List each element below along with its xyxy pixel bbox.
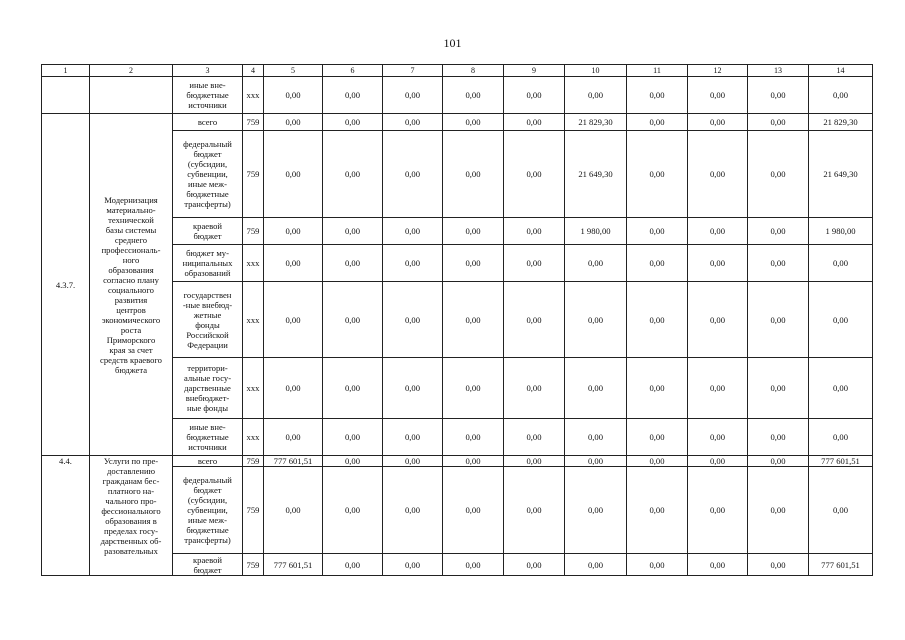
funding-source: иные вне- бюджетные источники: [173, 419, 243, 456]
budget-code: xxx: [243, 419, 264, 456]
amount-cell: 1 980,00: [809, 218, 873, 245]
amount-cell: 0,00: [627, 114, 688, 131]
budget-table: [41, 64, 873, 576]
amount-cell: 0,00: [323, 419, 383, 456]
amount-cell: 0,00: [264, 218, 323, 245]
amount-cell: 0,00: [504, 282, 565, 358]
amount-cell: 0,00: [565, 419, 627, 456]
amount-cell: 0,00: [504, 114, 565, 131]
column-number-row: [42, 65, 873, 77]
measure-code: 4.4.: [42, 456, 90, 576]
amount-cell: 0,00: [504, 467, 565, 554]
amount-cell: 21 649,30: [809, 131, 873, 218]
column-number: 11: [627, 65, 688, 77]
amount-cell: 0,00: [809, 77, 873, 114]
budget-code: xxx: [243, 245, 264, 282]
amount-cell: 0,00: [748, 114, 809, 131]
amount-cell: 0,00: [565, 245, 627, 282]
amount-cell: 777 601,51: [264, 456, 323, 467]
column-number: 2: [90, 65, 173, 77]
funding-source: федеральный бюджет (субсидии, субвенции, иные меж- бюджетные трансферты): [173, 131, 243, 218]
amount-cell: 0,00: [627, 358, 688, 419]
amount-cell: 0,00: [443, 358, 504, 419]
amount-cell: 0,00: [748, 554, 809, 576]
amount-cell: 777 601,51: [809, 554, 873, 576]
amount-cell: 0,00: [383, 456, 443, 467]
amount-cell: 0,00: [809, 467, 873, 554]
amount-cell: 0,00: [627, 245, 688, 282]
amount-cell: 0,00: [383, 282, 443, 358]
column-number: 7: [383, 65, 443, 77]
amount-cell: 777 601,51: [809, 456, 873, 467]
budget-code: 759: [243, 467, 264, 554]
amount-cell: 0,00: [264, 77, 323, 114]
column-number: 6: [323, 65, 383, 77]
amount-cell: 0,00: [504, 554, 565, 576]
budget-code: xxx: [243, 358, 264, 419]
amount-cell: 0,00: [323, 282, 383, 358]
amount-cell: 0,00: [565, 467, 627, 554]
amount-cell: 0,00: [443, 114, 504, 131]
amount-cell: 0,00: [809, 245, 873, 282]
measure-code: 4.3.7.: [42, 114, 90, 456]
amount-cell: 0,00: [565, 77, 627, 114]
amount-cell: 0,00: [627, 467, 688, 554]
funding-source: всего: [173, 456, 243, 467]
amount-cell: 0,00: [688, 245, 748, 282]
amount-cell: 0,00: [443, 282, 504, 358]
amount-cell: 0,00: [504, 77, 565, 114]
amount-cell: 0,00: [323, 358, 383, 419]
column-number: 5: [264, 65, 323, 77]
amount-cell: 0,00: [688, 419, 748, 456]
amount-cell: 0,00: [809, 419, 873, 456]
amount-cell: 0,00: [383, 131, 443, 218]
amount-cell: 0,00: [323, 218, 383, 245]
funding-source: федеральный бюджет (субсидии, субвенции, иные меж- бюджетные трансферты): [173, 467, 243, 554]
amount-cell: 0,00: [323, 77, 383, 114]
amount-cell: 0,00: [565, 358, 627, 419]
measure-name: Модернизация материально- технической базы системы среднего профессиональ- ного образования согласно плану социального развития центров экономического роста Приморского края за счет средств краевого бюджета: [90, 114, 173, 456]
amount-cell: 0,00: [383, 114, 443, 131]
table-row: [42, 456, 873, 467]
amount-cell: 0,00: [504, 419, 565, 456]
amount-cell: 21 829,30: [565, 114, 627, 131]
amount-cell: 0,00: [443, 456, 504, 467]
amount-cell: 0,00: [504, 131, 565, 218]
amount-cell: 21 649,30: [565, 131, 627, 218]
amount-cell: 0,00: [383, 554, 443, 576]
amount-cell: 0,00: [504, 218, 565, 245]
amount-cell: 0,00: [264, 419, 323, 456]
amount-cell: 0,00: [323, 131, 383, 218]
funding-source: государствен -ные внебюд- жетные фонды Российской Федерации: [173, 282, 243, 358]
budget-code: xxx: [243, 77, 264, 114]
amount-cell: 0,00: [323, 467, 383, 554]
amount-cell: 0,00: [627, 282, 688, 358]
amount-cell: 0,00: [383, 245, 443, 282]
row-name-empty: [90, 77, 173, 114]
amount-cell: 0,00: [688, 282, 748, 358]
funding-source: краевой бюджет: [173, 554, 243, 576]
amount-cell: 0,00: [383, 467, 443, 554]
amount-cell: 0,00: [323, 554, 383, 576]
amount-cell: 0,00: [748, 131, 809, 218]
amount-cell: 0,00: [688, 77, 748, 114]
amount-cell: 0,00: [748, 419, 809, 456]
funding-source: иные вне- бюджетные источники: [173, 77, 243, 114]
amount-cell: 0,00: [264, 467, 323, 554]
amount-cell: 0,00: [504, 245, 565, 282]
amount-cell: 0,00: [565, 554, 627, 576]
amount-cell: 0,00: [504, 358, 565, 419]
budget-code: 759: [243, 554, 264, 576]
amount-cell: 0,00: [383, 77, 443, 114]
amount-cell: 0,00: [627, 218, 688, 245]
table-row: [42, 77, 873, 114]
funding-source: территори- альные госу- дарственные внебюджет- ные фонды: [173, 358, 243, 419]
measure-name: Услуги по пре- доставлению гражданам бес- платного на- чального про- фессионального образования в пределах госу- дарственных об- разовательных: [90, 456, 173, 576]
column-number: 13: [748, 65, 809, 77]
amount-cell: 0,00: [688, 131, 748, 218]
column-number: 3: [173, 65, 243, 77]
amount-cell: 0,00: [627, 77, 688, 114]
amount-cell: 0,00: [748, 467, 809, 554]
amount-cell: 0,00: [443, 419, 504, 456]
amount-cell: 0,00: [627, 554, 688, 576]
amount-cell: 0,00: [443, 131, 504, 218]
amount-cell: 0,00: [748, 218, 809, 245]
amount-cell: 0,00: [443, 77, 504, 114]
amount-cell: 0,00: [688, 358, 748, 419]
column-number: 1: [42, 65, 90, 77]
amount-cell: 0,00: [383, 419, 443, 456]
amount-cell: 0,00: [627, 131, 688, 218]
column-number: 14: [809, 65, 873, 77]
amount-cell: 0,00: [323, 456, 383, 467]
amount-cell: 0,00: [809, 282, 873, 358]
amount-cell: 0,00: [688, 456, 748, 467]
amount-cell: 0,00: [748, 358, 809, 419]
amount-cell: 0,00: [627, 456, 688, 467]
column-number: 4: [243, 65, 264, 77]
amount-cell: 21 829,30: [809, 114, 873, 131]
amount-cell: 0,00: [443, 218, 504, 245]
amount-cell: 0,00: [443, 554, 504, 576]
amount-cell: 0,00: [323, 114, 383, 131]
amount-cell: 0,00: [748, 456, 809, 467]
amount-cell: 0,00: [264, 358, 323, 419]
column-number: 10: [565, 65, 627, 77]
amount-cell: 0,00: [748, 245, 809, 282]
funding-source: краевой бюджет: [173, 218, 243, 245]
budget-code: 759: [243, 218, 264, 245]
amount-cell: 0,00: [443, 467, 504, 554]
amount-cell: 0,00: [264, 245, 323, 282]
funding-source: всего: [173, 114, 243, 131]
budget-code: 759: [243, 131, 264, 218]
amount-cell: 0,00: [809, 358, 873, 419]
amount-cell: 0,00: [264, 282, 323, 358]
amount-cell: 0,00: [748, 77, 809, 114]
amount-cell: 0,00: [383, 358, 443, 419]
amount-cell: 777 601,51: [264, 554, 323, 576]
budget-code: xxx: [243, 282, 264, 358]
column-number: 12: [688, 65, 748, 77]
budget-code: 759: [243, 114, 264, 131]
amount-cell: 0,00: [565, 456, 627, 467]
column-number: 9: [504, 65, 565, 77]
table-row: [42, 114, 873, 131]
amount-cell: 0,00: [264, 131, 323, 218]
amount-cell: 0,00: [264, 114, 323, 131]
amount-cell: 0,00: [688, 467, 748, 554]
amount-cell: 0,00: [688, 114, 748, 131]
amount-cell: 1 980,00: [565, 218, 627, 245]
row-code-empty: [42, 77, 90, 114]
amount-cell: 0,00: [323, 245, 383, 282]
amount-cell: 0,00: [688, 554, 748, 576]
amount-cell: 0,00: [565, 282, 627, 358]
funding-source: бюджет му- ниципальных образований: [173, 245, 243, 282]
amount-cell: 0,00: [443, 245, 504, 282]
column-number: 8: [443, 65, 504, 77]
page-number: 101: [443, 36, 462, 50]
amount-cell: 0,00: [504, 456, 565, 467]
budget-code: 759: [243, 456, 264, 467]
amount-cell: 0,00: [688, 218, 748, 245]
amount-cell: 0,00: [748, 282, 809, 358]
amount-cell: 0,00: [383, 218, 443, 245]
amount-cell: 0,00: [627, 419, 688, 456]
